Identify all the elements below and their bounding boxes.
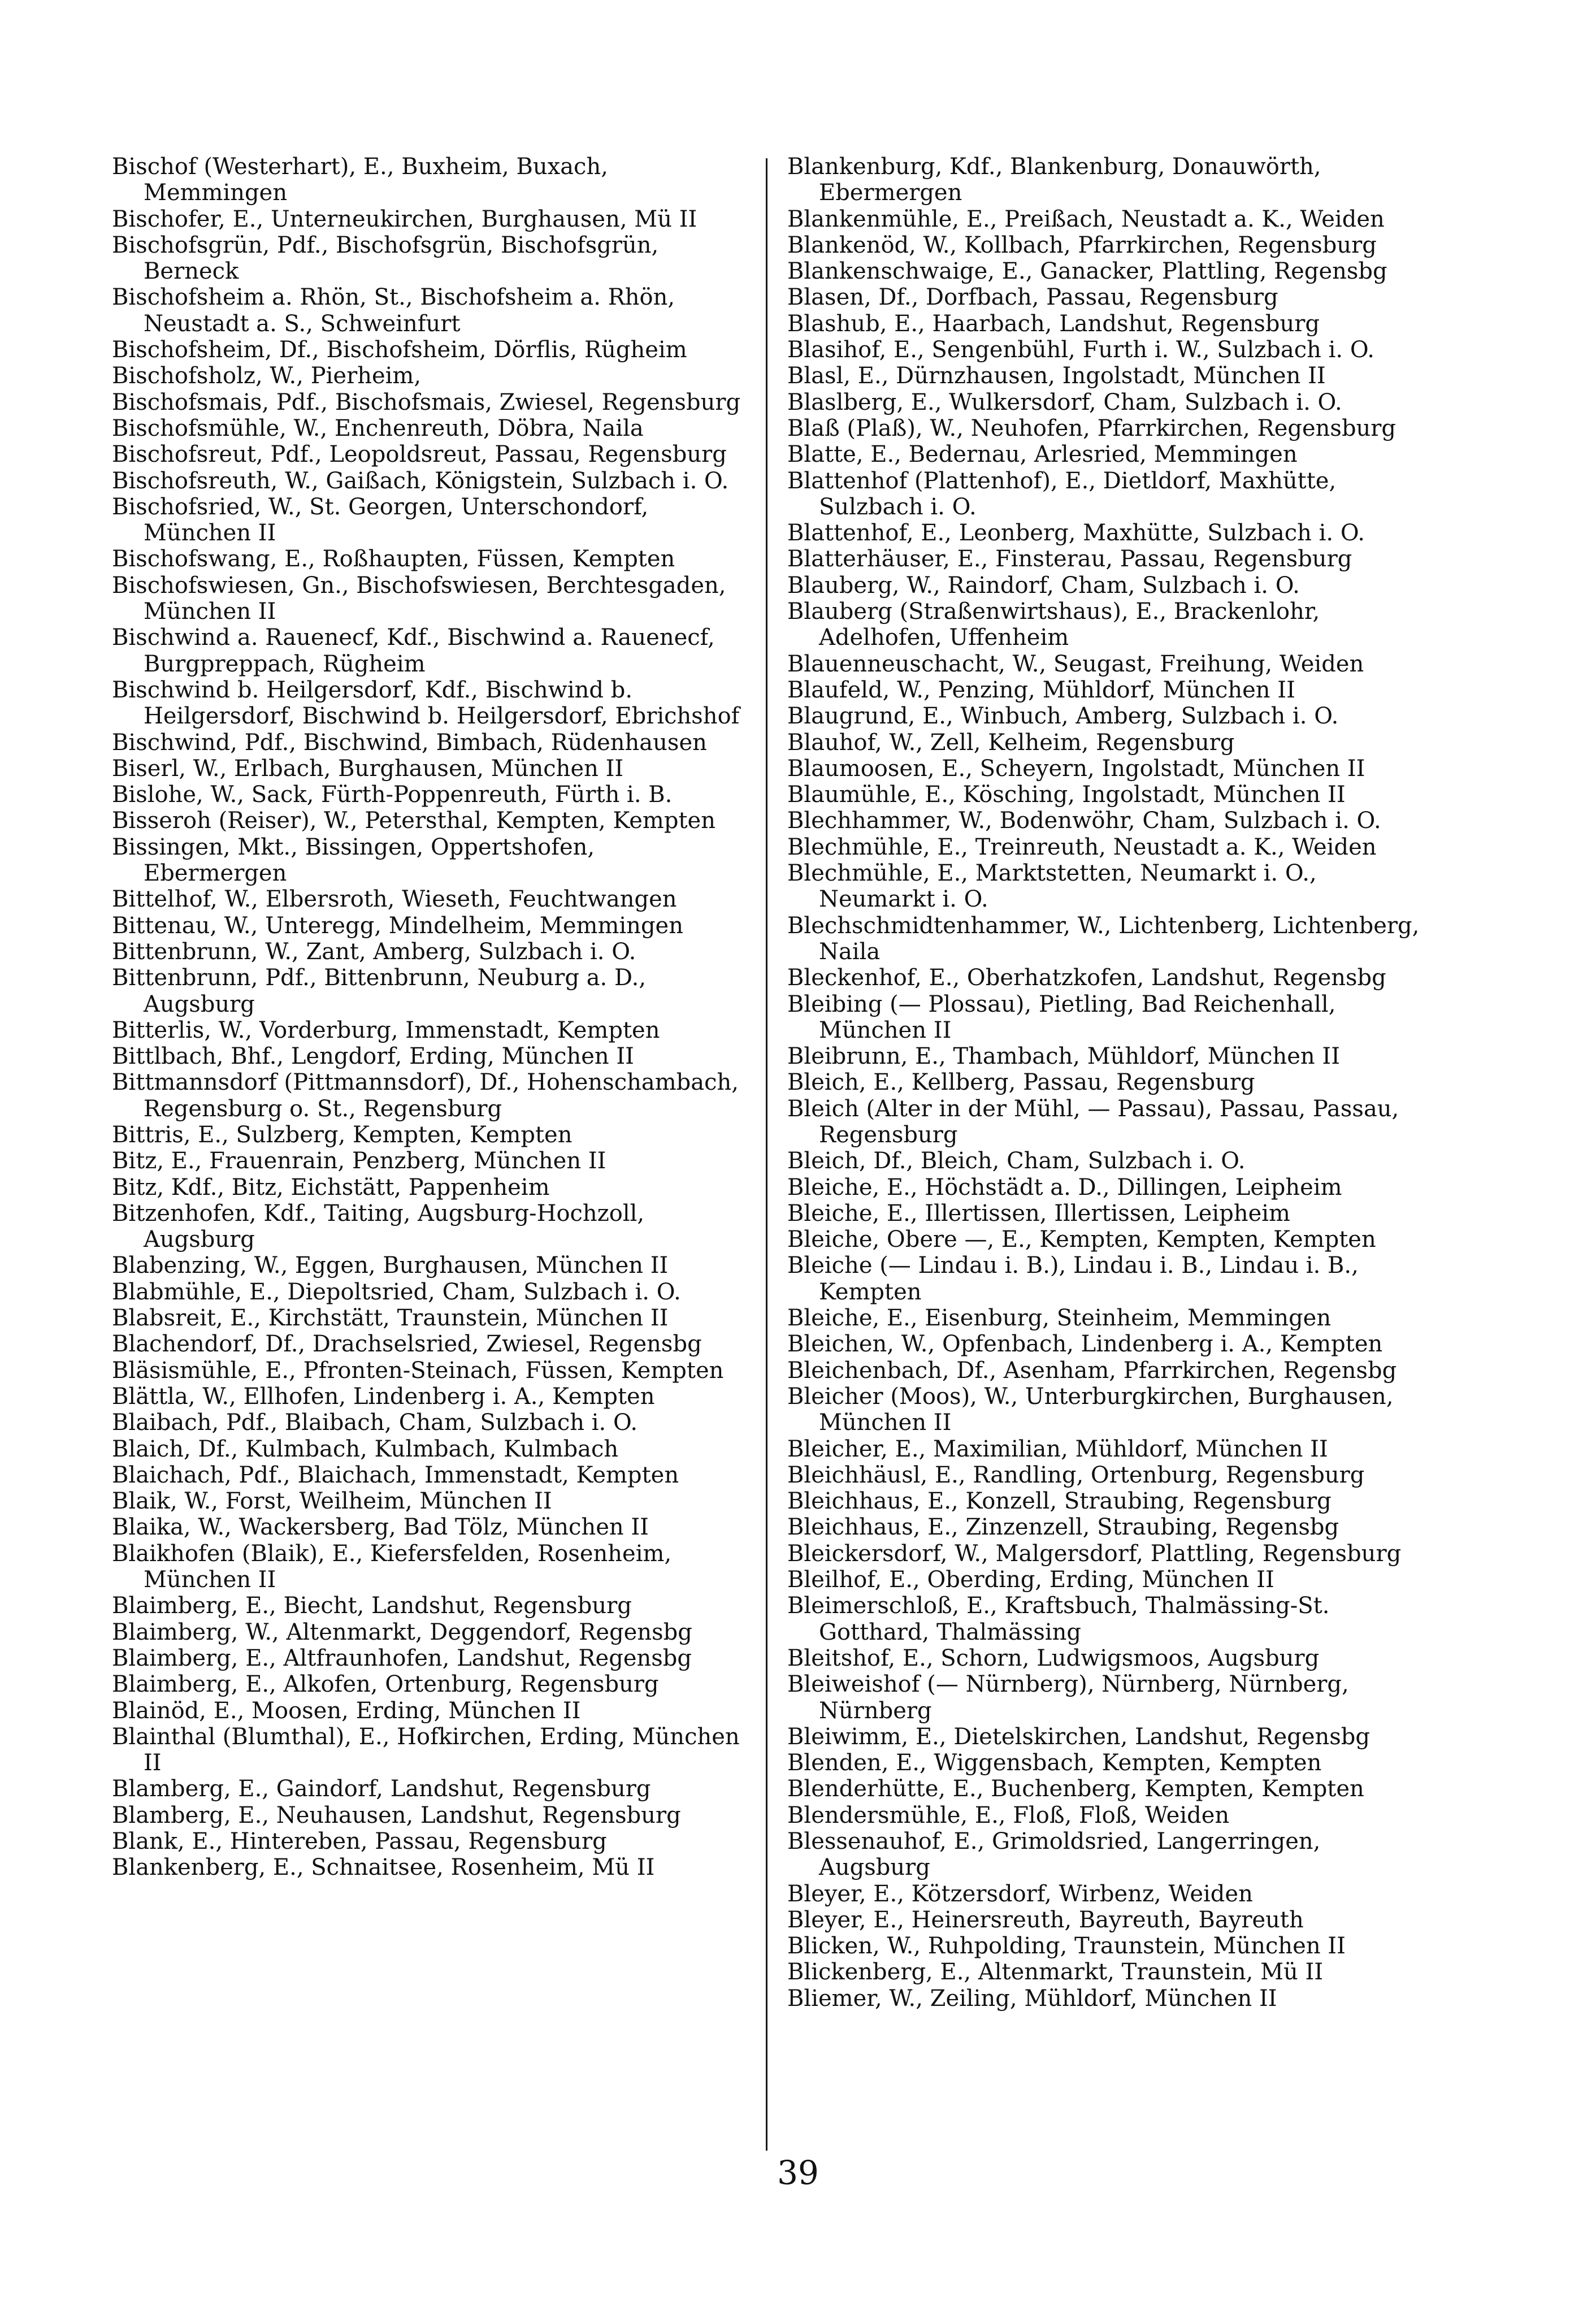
gazetteer-entry: Blicken, W., Ruhpolding, Traunstein, München II: [787, 1933, 1346, 1960]
right-column: [787, 154, 1420, 2012]
gazetteer-entry: Blauhof, W., Zell, Kelheim, Regensburg: [787, 729, 1235, 756]
gazetteer-entry: Bleiche (— Lindau i. B.), Lindau i. B., Lindau i. B., Kempten: [787, 1252, 1359, 1305]
gazetteer-entry: Blattenhof (Plattenhof), E., Dietldorf, Maxhütte, Sulzbach i. O.: [787, 467, 1337, 520]
gazetteer-entry: Bleich, E., Kellberg, Passau, Regensburg: [787, 1069, 1255, 1096]
gazetteer-entry: Bischwind b. Heilgersdorf, Kdf., Bischwind b. Heilgersdorf, Bischwind b. Heilgersdorf, Ebrichshof: [112, 677, 740, 730]
gazetteer-entry: Blaikhofen (Blaik), E., Kiefersfelden, Rosenheim, München II: [112, 1540, 672, 1593]
gazetteer-entry: Bleiche, Obere —, E., Kempten, Kempten, Kempten: [787, 1226, 1376, 1253]
gazetteer-entry: Blattenhof, E., Leonberg, Maxhütte, Sulzbach i. O.: [787, 520, 1365, 547]
left-column: [112, 154, 745, 1881]
gazetteer-entry: Blasen, Df., Dorfbach, Passau, Regensburg: [787, 284, 1278, 311]
gazetteer-entry: Blaumoosen, E., Scheyern, Ingolstadt, München II: [787, 755, 1365, 782]
page-number: 39: [777, 2153, 819, 2192]
gazetteer-entry: Blabenzing, W., Eggen, Burghausen, München II: [112, 1252, 669, 1279]
gazetteer-entry: Bisseroh (Reiser), W., Petersthal, Kempten, Kempten: [112, 808, 715, 834]
gazetteer-entry: Bischofswang, E., Roßhaupten, Füssen, Kempten: [112, 546, 675, 573]
gazetteer-entry: Blechmühle, E., Marktstetten, Neumarkt i. O., Neumarkt i. O.: [787, 860, 1317, 913]
gazetteer-entry: Bleichhaus, E., Zinzenzell, Straubing, Regensbg: [787, 1514, 1339, 1541]
gazetteer-entry: Bissingen, Mkt., Bissingen, Oppertshofen, Ebermergen: [112, 834, 595, 887]
gazetteer-entry: Blaimberg, E., Altfraunhofen, Landshut, Regensbg: [112, 1645, 692, 1671]
gazetteer-entry: Blainöd, E., Moosen, Erding, München II: [112, 1697, 581, 1724]
gazetteer-entry: Bitz, Kdf., Bitz, Eichstätt, Pappenheim: [112, 1174, 550, 1200]
gazetteer-entry: Bleich (Alter in der Mühl, — Passau), Passau, Passau, Regensburg: [787, 1095, 1399, 1148]
gazetteer-entry: Blaika, W., Wackersberg, Bad Tölz, München II: [112, 1514, 649, 1541]
gazetteer-entry: Blaugrund, E., Winbuch, Amberg, Sulzbach i. O.: [787, 703, 1339, 730]
gazetteer-entry: Blainthal (Blumthal), E., Hofkirchen, Erding, München II: [112, 1723, 740, 1776]
column-divider: [766, 158, 767, 2151]
gazetteer-entry: Bischofsheim, Df., Bischofsheim, Dörflis, Rügheim: [112, 337, 687, 363]
gazetteer-entry: Blauberg (Straßenwirtshaus), E., Brackenlohr, Adelhofen, Uffenheim: [787, 599, 1320, 651]
gazetteer-entry: Bischofsreut, Pdf., Leopoldsreut, Passau, Regensburg: [112, 441, 727, 468]
gazetteer-entry: Bittenbrunn, Pdf., Bittenbrunn, Neuburg a. D., Augsburg: [112, 965, 647, 1017]
gazetteer-entry: Blaichach, Pdf., Blaichach, Immenstadt, Kempten: [112, 1462, 679, 1488]
gazetteer-entry: Blankenburg, Kdf., Blankenburg, Donauwörth, Ebermergen: [787, 154, 1321, 206]
gazetteer-entry: Bischwind a. Rauenecf, Kdf., Bischwind a. Rauenecf, Burgpreppach, Rügheim: [112, 625, 715, 677]
gazetteer-entry: Bleiche, E., Illertissen, Illertissen, Leipheim: [787, 1200, 1290, 1226]
gazetteer-entry: Bleyer, E., Kötzersdorf, Wirbenz, Weiden: [787, 1880, 1253, 1907]
gazetteer-entry: Bleibing (— Plossau), Pietling, Bad Reichenhall, München II: [787, 991, 1336, 1043]
gazetteer-entry: Blankenmühle, E., Preißach, Neustadt a. K., Weiden: [787, 206, 1385, 232]
gazetteer-entry: Bleich, Df., Bleich, Cham, Sulzbach i. O.: [787, 1148, 1246, 1174]
gazetteer-entry: Bleichen, W., Opfenbach, Lindenberg i. A., Kempten: [787, 1331, 1383, 1358]
gazetteer-entry: Bittris, E., Sulzberg, Kempten, Kempten: [112, 1121, 573, 1148]
gazetteer-entry: Bleilhof, E., Oberding, Erding, München II: [787, 1567, 1274, 1593]
gazetteer-entry: Blaumühle, E., Kösching, Ingolstadt, München II: [787, 782, 1346, 808]
gazetteer-entry: Blaik, W., Forst, Weilheim, München II: [112, 1488, 552, 1515]
gazetteer-entry: Bleichenbach, Df., Asenham, Pfarrkirchen, Regensbg: [787, 1357, 1397, 1384]
gazetteer-entry: Bischofsreuth, W., Gaißach, Königstein, Sulzbach i. O.: [112, 467, 729, 494]
gazetteer-entry: Blättla, W., Ellhofen, Lindenberg i. A., Kempten: [112, 1383, 655, 1410]
gazetteer-entry: Blankenschwaige, E., Ganacker, Plattling, Regensbg: [787, 258, 1387, 285]
gazetteer-entry: Blankenberg, E., Schnaitsee, Rosenheim, Mü II: [112, 1854, 655, 1881]
gazetteer-entry: Blauenneuschacht, W., Seugast, Freihung, Weiden: [787, 651, 1364, 677]
gazetteer-entry: Blabsreit, E., Kirchstätt, Traunstein, München II: [112, 1305, 669, 1332]
gazetteer-entry: Bleibrunn, E., Thambach, Mühldorf, München II: [787, 1043, 1340, 1070]
gazetteer-entry: Blechmühle, E., Treinreuth, Neustadt a. K., Weiden: [787, 834, 1377, 860]
gazetteer-entry: Bittmannsdorf (Pittmannsdorf), Df., Hohenschambach, Regensburg o. St., Regensburg: [112, 1069, 739, 1122]
gazetteer-entry: Bliemer, W., Zeiling, Mühldorf, München II: [787, 1985, 1277, 2012]
gazetteer-entry: Bischof (Westerhart), E., Buxheim, Buxach, Memmingen: [112, 154, 608, 206]
gazetteer-entry: Blaslberg, E., Wulkersdorf, Cham, Sulzbach i. O.: [787, 389, 1342, 415]
gazetteer-entry: Biserl, W., Erlbach, Burghausen, München II: [112, 755, 624, 782]
gazetteer-entry: Blickenberg, E., Altenmarkt, Traunstein, Mü II: [787, 1959, 1324, 1986]
gazetteer-entry: Blamberg, E., Gaindorf, Landshut, Regensburg: [112, 1776, 651, 1802]
gazetteer-entry: Bitz, E., Frauenrain, Penzberg, München II: [112, 1148, 606, 1174]
gazetteer-entry: Blenderhütte, E., Buchenberg, Kempten, Kempten: [787, 1776, 1364, 1802]
gazetteer-entry: Bleyer, E., Heinersreuth, Bayreuth, Bayreuth: [787, 1906, 1304, 1933]
gazetteer-entry: Bischofsheim a. Rhön, St., Bischofsheim a. Rhön, Neustadt a. S., Schweinfurt: [112, 284, 675, 337]
gazetteer-entry: Bittelhof, W., Elbersroth, Wieseth, Feuchtwangen: [112, 886, 677, 913]
gazetteer-entry: Bleiche, E., Eisenburg, Steinheim, Memmingen: [787, 1305, 1332, 1332]
gazetteer-entry: Blaimberg, W., Altenmarkt, Deggendorf, Regensbg: [112, 1619, 692, 1645]
gazetteer-entry: Bläsismühle, E., Pfronten-Steinach, Füssen, Kempten: [112, 1357, 724, 1384]
gazetteer-entry: Bleiwimm, E., Dietelskirchen, Landshut, Regensbg: [787, 1723, 1370, 1750]
gazetteer-entry: Bitzenhofen, Kdf., Taiting, Augsburg-Hochzoll, Augsburg: [112, 1200, 645, 1253]
gazetteer-entry: Blachendorf, Df., Drachselsried, Zwiesel, Regensbg: [112, 1331, 702, 1358]
gazetteer-entry: Bleiweishof (— Nürnberg), Nürnberg, Nürnberg, Nürnberg: [787, 1671, 1349, 1724]
gazetteer-entry: Bischofsgrün, Pdf., Bischofsgrün, Bischofsgrün, Berneck: [112, 232, 659, 285]
gazetteer-entry: Blechhammer, W., Bodenwöhr, Cham, Sulzbach i. O.: [787, 808, 1381, 834]
gazetteer-entry: Blatte, E., Bedernau, Arlesried, Memmingen: [787, 441, 1298, 468]
gazetteer-entry: Bischofsmühle, W., Enchenreuth, Döbra, Naila: [112, 415, 644, 441]
gazetteer-entry: Blenden, E., Wiggensbach, Kempten, Kempten: [787, 1750, 1322, 1776]
gazetteer-entry: Bischofswiesen, Gn., Bischofswiesen, Berchtesgaden, München II: [112, 572, 726, 625]
gazetteer-entry: Bleicher, E., Maximilian, Mühldorf, München II: [787, 1436, 1328, 1462]
gazetteer-entry: Bitterlis, W., Vorderburg, Immenstadt, Kempten: [112, 1017, 660, 1043]
gazetteer-entry: Blaich, Df., Kulmbach, Kulmbach, Kulmbach: [112, 1436, 619, 1462]
gazetteer-entry: Blatterhäuser, E., Finsterau, Passau, Regensburg: [787, 546, 1352, 573]
gazetteer-entry: Blechschmidtenhammer, W., Lichtenberg, Lichtenberg, Naila: [787, 912, 1420, 965]
gazetteer-entry: Bischofsholz, W., Pierheim,: [112, 363, 422, 389]
gazetteer-entry: Bischofsmais, Pdf., Bischofsmais, Zwiesel, Regensburg: [112, 389, 741, 415]
gazetteer-entry: Blaimberg, E., Biecht, Landshut, Regensburg: [112, 1593, 632, 1619]
gazetteer-entry: Bittenbrunn, W., Zant, Amberg, Sulzbach i. O.: [112, 938, 636, 965]
gazetteer-entry: Bislohe, W., Sack, Fürth-Poppenreuth, Fürth i. B.: [112, 782, 673, 808]
gazetteer-entry: Bleichhaus, E., Konzell, Straubing, Regensburg: [787, 1488, 1332, 1515]
gazetteer-entry: Blendersmühle, E., Floß, Floß, Weiden: [787, 1802, 1230, 1828]
gazetteer-entry: Blauberg, W., Raindorf, Cham, Sulzbach i. O.: [787, 572, 1300, 599]
gazetteer-entry: Bischwind, Pdf., Bischwind, Bimbach, Rüdenhausen: [112, 729, 707, 756]
gazetteer-entry: Blank, E., Hintereben, Passau, Regensburg: [112, 1828, 607, 1854]
gazetteer-entry: Blessenauhof, E., Grimoldsried, Langerringen, Augsburg: [787, 1828, 1321, 1881]
gazetteer-entry: Bischofsried, W., St. Georgen, Unterschondorf, München II: [112, 493, 649, 547]
gazetteer-entry: Blasl, E., Dürnzhausen, Ingolstadt, München II: [787, 363, 1326, 389]
gazetteer-entry: Blaß (Plaß), W., Neuhofen, Pfarrkirchen, Regensburg: [787, 415, 1396, 441]
gazetteer-entry: Blaibach, Pdf., Blaibach, Cham, Sulzbach i. O.: [112, 1410, 638, 1436]
gazetteer-entry: Blamberg, E., Neuhausen, Landshut, Regensburg: [112, 1802, 681, 1828]
gazetteer-entry: Bischofer, E., Unterneukirchen, Burghausen, Mü II: [112, 206, 697, 232]
gazetteer-entry: Blabmühle, E., Diepoltsried, Cham, Sulzbach i. O.: [112, 1278, 681, 1305]
gazetteer-entry: Blashub, E., Haarbach, Landshut, Regensburg: [787, 310, 1320, 337]
gazetteer-entry: Blasihof, E., Sengenbühl, Furth i. W., Sulzbach i. O.: [787, 337, 1375, 363]
gazetteer-entry: Bleiche, E., Höchstädt a. D., Dillingen, Leipheim: [787, 1174, 1342, 1200]
gazetteer-entry: Bleicher (Moos), W., Unterburgkirchen, Burghausen, München II: [787, 1383, 1394, 1436]
gazetteer-entry: Bleckenhof, E., Oberhatzkofen, Landshut, Regensbg: [787, 965, 1386, 991]
gazetteer-entry: Blaimberg, E., Alkofen, Ortenburg, Regensburg: [112, 1671, 659, 1698]
gazetteer-entry: Blankenöd, W., Kollbach, Pfarrkirchen, Regensburg: [787, 232, 1377, 258]
gazetteer-entry: Bleichhäusl, E., Randling, Ortenburg, Regensburg: [787, 1462, 1365, 1488]
gazetteer-entry: Bittlbach, Bhf., Lengdorf, Erding, München II: [112, 1043, 634, 1070]
gazetteer-entry: Bleitshof, E., Schorn, Ludwigsmoos, Augsburg: [787, 1645, 1320, 1671]
gazetteer-entry: Bleickersdorf, W., Malgersdorf, Plattling, Regensburg: [787, 1540, 1402, 1567]
gazetteer-entry: Bittenau, W., Unteregg, Mindelheim, Memmingen: [112, 912, 683, 939]
gazetteer-entry: Bleimerschloß, E., Kraftsbuch, Thalmässing-St. Gotthard, Thalmässing: [787, 1593, 1330, 1645]
gazetteer-entry: Blaufeld, W., Penzing, Mühldorf, München II: [787, 677, 1295, 703]
